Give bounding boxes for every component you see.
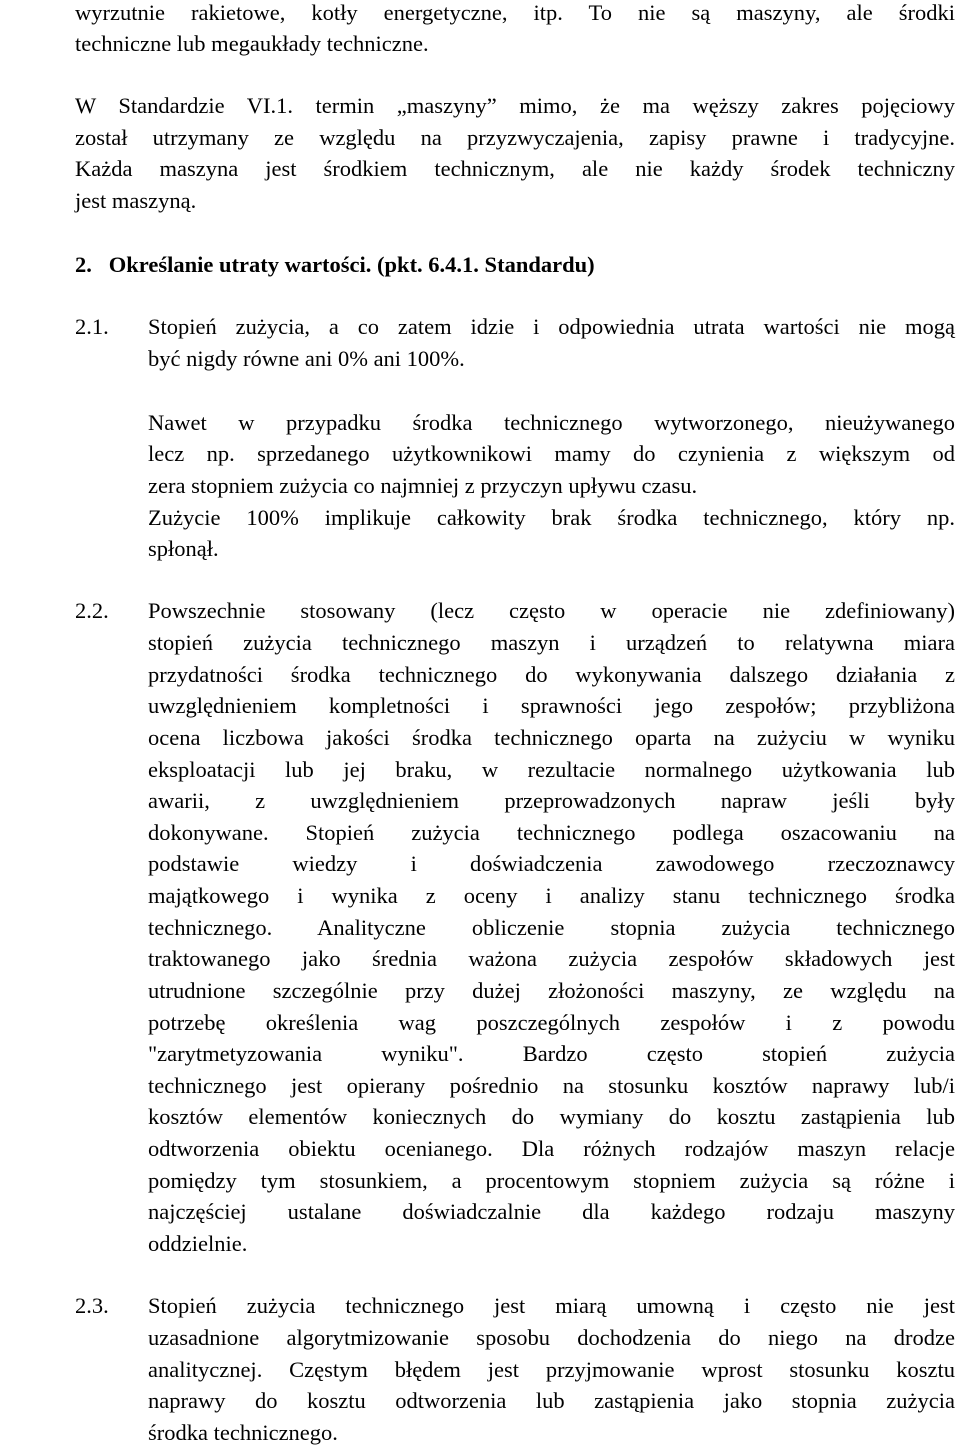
item-line: Stopień zużycia technicznego jest miarą umowną i często nie jest [148, 1293, 955, 1318]
item-line: Nawet w przypadku środka technicznego wytworzonego, nieużywanego [148, 410, 955, 435]
item-line: analitycznej. Częstym błędem jest przyjmowanie wprost stosunku kosztu [148, 1357, 955, 1382]
paragraph-line: Każda maszyna jest środkiem technicznym, ale nie każdy środek techniczny [75, 156, 955, 181]
item-line: traktowanego jako średnia ważona zużycia zespołów składowych jest [148, 946, 955, 971]
item-line: majątkowego i wynika z oceny i analizy stanu technicznego środka [148, 883, 955, 908]
intro-line: techniczne lub megaukłady techniczne. [75, 31, 429, 56]
item-number: 2.1. [75, 314, 109, 339]
item-line: dokonywane. Stopień zużycia technicznego podlega oszacowaniu na [148, 820, 955, 845]
item-line: spłonął. [148, 536, 219, 561]
item-line: lecz np. sprzedanego użytkownikowi mamy do czynienia z większym od [148, 441, 955, 466]
item-line: technicznego. Analityczne obliczenie stopnia zużycia technicznego [148, 915, 955, 940]
item-line: technicznego jest opierany pośrednio na stosunku kosztów naprawy lub/i [148, 1073, 955, 1098]
item-line: naprawy do kosztu odtworzenia lub zastąpienia jako stopnia zużycia [148, 1388, 955, 1413]
item-line: Stopień zużycia, a co zatem idzie i odpowiednia utrata wartości nie mogą [148, 314, 955, 339]
item-line: najczęściej ustalane doświadczalnie dla każdego rodzaju maszyny [148, 1199, 955, 1224]
item-line: uzasadnione algorytmizowanie sposobu dochodzenia do niego na drodze [148, 1325, 955, 1350]
item-line: "zarytmetyzowania wyniku". Bardzo często stopień zużycia [148, 1041, 955, 1066]
intro-line: wyrzutnie rakietowe, kotły energetyczne, itp. To nie są maszyny, ale środki [75, 0, 955, 25]
item-line: Powszechnie stosowany (lecz często w operacie nie zdefiniowany) [148, 598, 955, 623]
item-line: Zużycie 100% implikuje całkowity brak środka technicznego, który np. [148, 505, 955, 530]
paragraph-line: został utrzymany ze względu na przyzwyczajenia, zapisy prawne i tradycyjne. [75, 125, 955, 150]
item-line: odtworzenia obiektu ocenianego. Dla różnych rodzajów maszyn relacje [148, 1136, 955, 1161]
item-line: pomiędzy tym stosunkiem, a procentowym stopniem zużycia są różne i [148, 1168, 955, 1193]
item-line: ocena liczbowa jakości środka technicznego oparta na zużyciu w wyniku [148, 725, 955, 750]
item-line: środka technicznego. [148, 1420, 338, 1445]
item-line: potrzebę określenia wag poszczególnych zespołów i z powodu [148, 1010, 955, 1035]
item-line: awarii, z uwzględnieniem przeprowadzonych napraw jeśli były [148, 788, 955, 813]
item-line: uwzględnieniem kompletności i sprawności jego zespołów; przybliżona [148, 693, 955, 718]
paragraph-line: W Standardzie VI.1. termin „maszyny” mimo, że ma węższy zakres pojęciowy [75, 93, 955, 118]
item-line: kosztów elementów koniecznych do wymiany do kosztu zastąpienia lub [148, 1104, 955, 1129]
item-line: być nigdy równe ani 0% ani 100%. [148, 346, 465, 371]
paragraph-line: jest maszyną. [75, 188, 197, 213]
item-line: stopień zużycia technicznego maszyn i urządzeń to relatywna miara [148, 630, 955, 655]
item-line: zera stopniem zużycia co najmniej z przyczyn upływu czasu. [148, 473, 698, 498]
item-line: przydatności środka technicznego do wykonywania dalszego działania z [148, 662, 955, 687]
item-line: eksploatacji lub jej braku, w rezultacie normalnego użytkowania lub [148, 757, 955, 782]
item-number: 2.2. [75, 598, 109, 623]
item-line: utrudnione szczególnie przy dużej złożoności maszyny, ze względu na [148, 978, 955, 1003]
section-heading: 2. Określanie utraty wartości. (pkt. 6.4.1. Standardu) [75, 252, 595, 277]
item-number: 2.3. [75, 1293, 109, 1318]
item-line: oddzielnie. [148, 1231, 248, 1256]
item-line: podstawie wiedzy i doświadczenia zawodowego rzeczoznawcy [148, 851, 955, 876]
